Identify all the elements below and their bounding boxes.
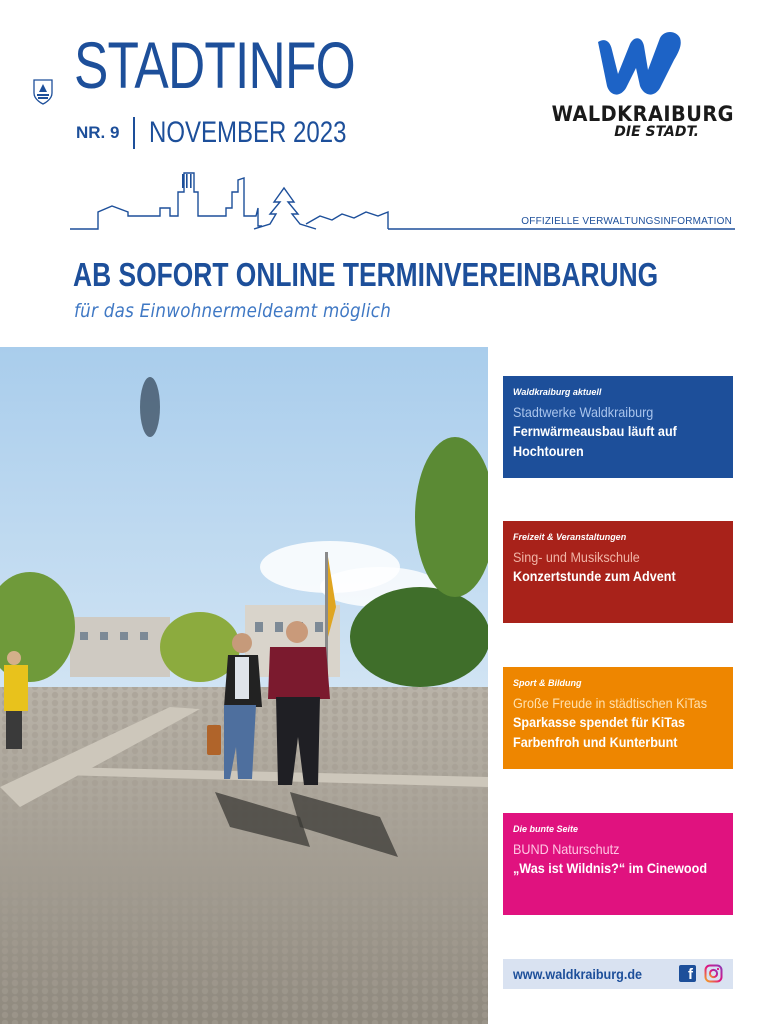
facebook-icon[interactable]: f <box>679 965 696 982</box>
issue-divider <box>133 117 135 149</box>
website-bar <box>503 959 733 989</box>
teaser-topic: Sing- und Musikschule <box>513 549 640 565</box>
logo-subtitle: DIE STADT. <box>614 124 699 140</box>
teaser-bunte-seite[interactable] <box>503 813 733 915</box>
issue-number: NR. 9 <box>76 123 120 142</box>
teaser-waldkraiburg-aktuell[interactable] <box>503 376 733 478</box>
city-logo[interactable] <box>522 30 734 140</box>
teaser-kicker: Sport & Bildung <box>513 678 582 688</box>
instagram-icon[interactable] <box>704 964 723 983</box>
cover-photo <box>0 347 488 1024</box>
logo-name: WALDKRAIBURG <box>551 102 734 126</box>
magazine-title: STADTINFO <box>74 28 355 102</box>
teaser-line: Farbenfroh und Kunterbunt <box>513 734 678 750</box>
waldkraiburg-w-mark-icon <box>594 30 684 98</box>
teaser-kicker: Waldkraiburg aktuell <box>513 387 602 397</box>
teaser-line: Fernwärmeausbau läuft auf <box>513 423 677 439</box>
city-crest-icon <box>32 78 54 106</box>
teaser-line: „Was ist Wildnis?“ im Cinewood <box>513 860 708 876</box>
teaser-kicker: Freizeit & Veranstaltungen <box>513 532 627 542</box>
teaser-topic: Große Freude in städtischen KiTas <box>513 695 707 711</box>
teaser-topic: BUND Naturschutz <box>513 841 620 857</box>
teaser-line: Sparkasse spendet für KiTas <box>513 714 686 730</box>
main-subheadline: für das Einwohnermeldeamt möglich <box>74 300 392 322</box>
teaser-line: Hochtouren <box>513 443 584 459</box>
issue-info <box>76 116 396 150</box>
teaser-line: Konzertstunde zum Advent <box>513 568 676 584</box>
official-label: OFFIZIELLE VERWALTUNGSINFORMATION <box>521 216 732 227</box>
main-headline: AB SOFORT ONLINE TERMINVEREINBARUNG <box>73 256 659 293</box>
teaser-topic: Stadtwerke Waldkraiburg <box>513 404 654 420</box>
website-link[interactable]: www.waldkraiburg.de <box>513 966 643 982</box>
teaser-kicker: Die bunte Seite <box>513 824 579 834</box>
teaser-freizeit-veranstaltungen[interactable] <box>503 521 733 623</box>
issue-date: NOVEMBER 2023 <box>149 116 347 149</box>
teaser-sport-bildung[interactable] <box>503 667 733 769</box>
